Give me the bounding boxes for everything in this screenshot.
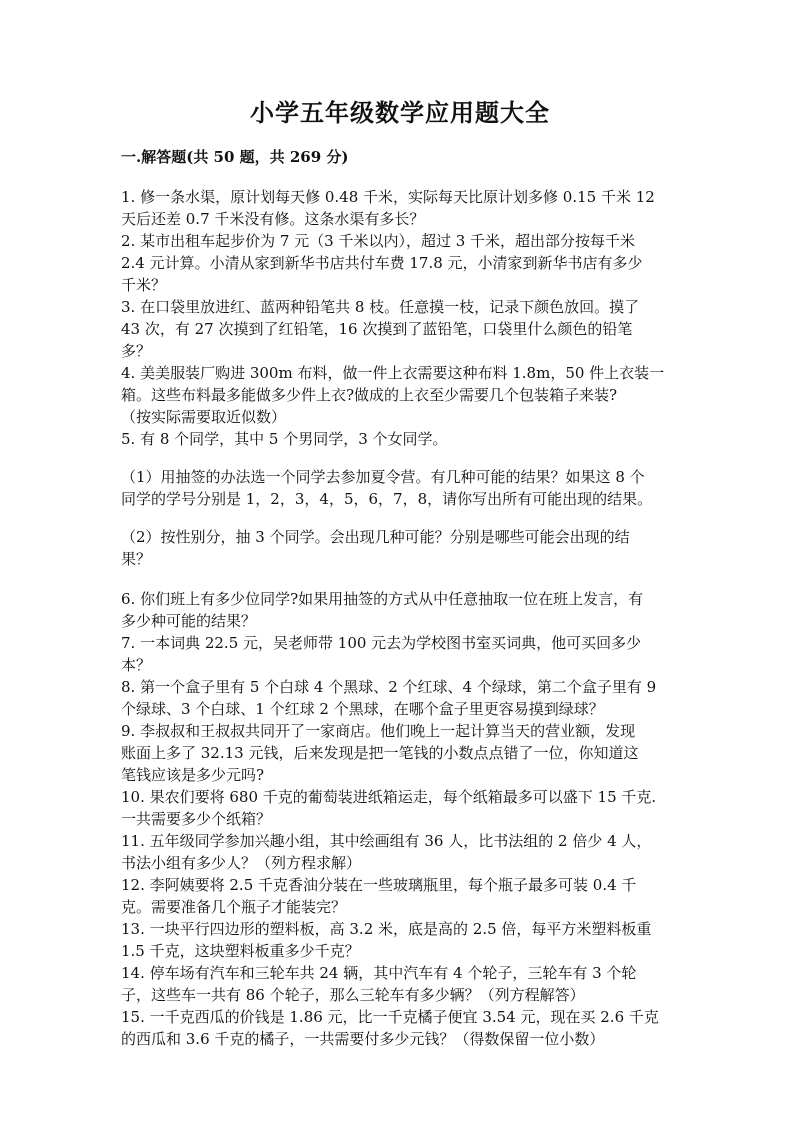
text-line: 2. 某市出租车起步价为 7 元（3 千米以内），超过 3 千米，超出部分按每千米 xyxy=(121,232,636,250)
text-line: 账面上多了 32.13 元钱，后来发现是把一笔钱的小数点点错了一位，你知道这 xyxy=(121,744,639,762)
text-line: 天后还差 0.7 千米没有修。这条水渠有多长？ xyxy=(121,210,425,228)
text-line: 4. 美美服装厂购进 300m 布料，做一件上衣需要这种布料 1.8m，50 件上衣装一 xyxy=(121,364,665,382)
text-line: 43 次，有 27 次摸到了红铅笔，16 次摸到了蓝铅笔，口袋里什么颜色的铅笔 xyxy=(121,320,633,338)
section-heading: 一.解答题(共 50 题，共 269 分) xyxy=(121,148,349,166)
text-line: 多少种可能的结果？ xyxy=(121,612,257,630)
text-line: （2）按性别分，抽 3 个同学。会出现几种可能？分别是哪些可能会出现的结 xyxy=(121,528,630,546)
text-line: 13. 一块平行四边形的塑料板，高 3.2 米，底是高的 2.5 倍，每平方米塑料板重 xyxy=(121,920,652,938)
text-line: 5. 有 8 个同学，其中 5 个男同学，3 个女同学。 xyxy=(121,430,448,448)
text-line: 笔钱应该是多少元吗? xyxy=(121,766,265,784)
text-line: 箱。这些布料最多能做多少件上衣?做成的上衣至少需要几个包装箱子来装? xyxy=(121,386,618,404)
text-line: 果？ xyxy=(121,550,152,568)
text-line: 6. 你们班上有多少位同学?如果用抽签的方式从中任意抽取一位在班上发言，有 xyxy=(121,590,644,608)
text-line: 同学的学号分别是 1，2，3，4，5，6，7，8，请你写出所有可能出现的结果。 xyxy=(121,490,653,508)
text-line: 克。需要准备几个瓶子才能装完？ xyxy=(121,898,347,916)
text-line: 1. 修一条水渠，原计划每天修 0.48 千米，实际每天比原计划多修 0.15 千米 12 xyxy=(121,188,655,206)
text-line: 的西瓜和 3.6 千克的橘子，一共需要付多少元钱？（得数保留一位小数） xyxy=(121,1030,605,1048)
text-line: 一共需要多少个纸箱？ xyxy=(121,810,272,828)
text-line: （按实际需要取近似数） xyxy=(121,408,287,426)
text-line: 10. 果农们要将 680 千克的葡萄装进纸箱运走，每个纸箱最多可以盛下 15 千克. xyxy=(121,788,657,806)
text-line: （1）用抽签的办法选一个同学去参加夏令营。有几种可能的结果？如果这 8 个 xyxy=(121,468,645,486)
text-line: 子，这些车一共有 86 个轮子，那么三轮车有多少辆？（列方程解答） xyxy=(121,986,585,1004)
text-line: 3. 在口袋里放进红、蓝两种铅笔共 8 枝。任意摸一枝，记录下颜色放回。摸了 xyxy=(121,298,640,316)
text-line: 9. 李叔叔和王叔叔共同开了一家商店。他们晚上一起计算当天的营业额，发现 xyxy=(121,722,636,740)
text-line: 11. 五年级同学参加兴趣小组，其中绘画组有 36 人，比书法组的 2 倍少 4 人， xyxy=(121,832,652,850)
text-line: 15. 一千克西瓜的价钱是 1.86 元，比一千克橘子便宜 3.54 元，现在买 2.6 千克 xyxy=(121,1008,659,1026)
text-line: 14. 停车场有汽车和三轮车共 24 辆，其中汽车有 4 个轮子，三轮车有 3 个轮 xyxy=(121,964,637,982)
page-title: 小学五年级数学应用题大全 xyxy=(250,98,550,127)
text-line: 1.5 千克，这块塑料板重多少千克？ xyxy=(121,942,360,960)
text-line: 12. 李阿姨要将 2.5 千克香油分装在一些玻璃瓶里，每个瓶子最多可装 0.4 千 xyxy=(121,876,637,894)
text-line: 8. 第一个盒子里有 5 个白球 4 个黑球、2 个红球、4 个绿球，第二个盒子里有 9 xyxy=(121,678,657,696)
text-line: 个绿球、3 个白球、1 个红球 2 个黑球，在哪个盒子里更容易摸到绿球？ xyxy=(121,700,604,718)
text-line: 7. 一本词典 22.5 元，吴老师带 100 元去为学校图书室买词典，他可买回多少 xyxy=(121,634,642,652)
text-line: 2.4 元计算。小清从家到新华书店共付车费 17.8 元，小清家到新华书店有多少 xyxy=(121,254,643,272)
text-line: 本？ xyxy=(121,656,152,674)
text-line: 千米？ xyxy=(121,276,167,294)
text-line: 书法小组有多少人？（列方程求解） xyxy=(121,854,362,872)
text-line: 多？ xyxy=(121,342,152,360)
